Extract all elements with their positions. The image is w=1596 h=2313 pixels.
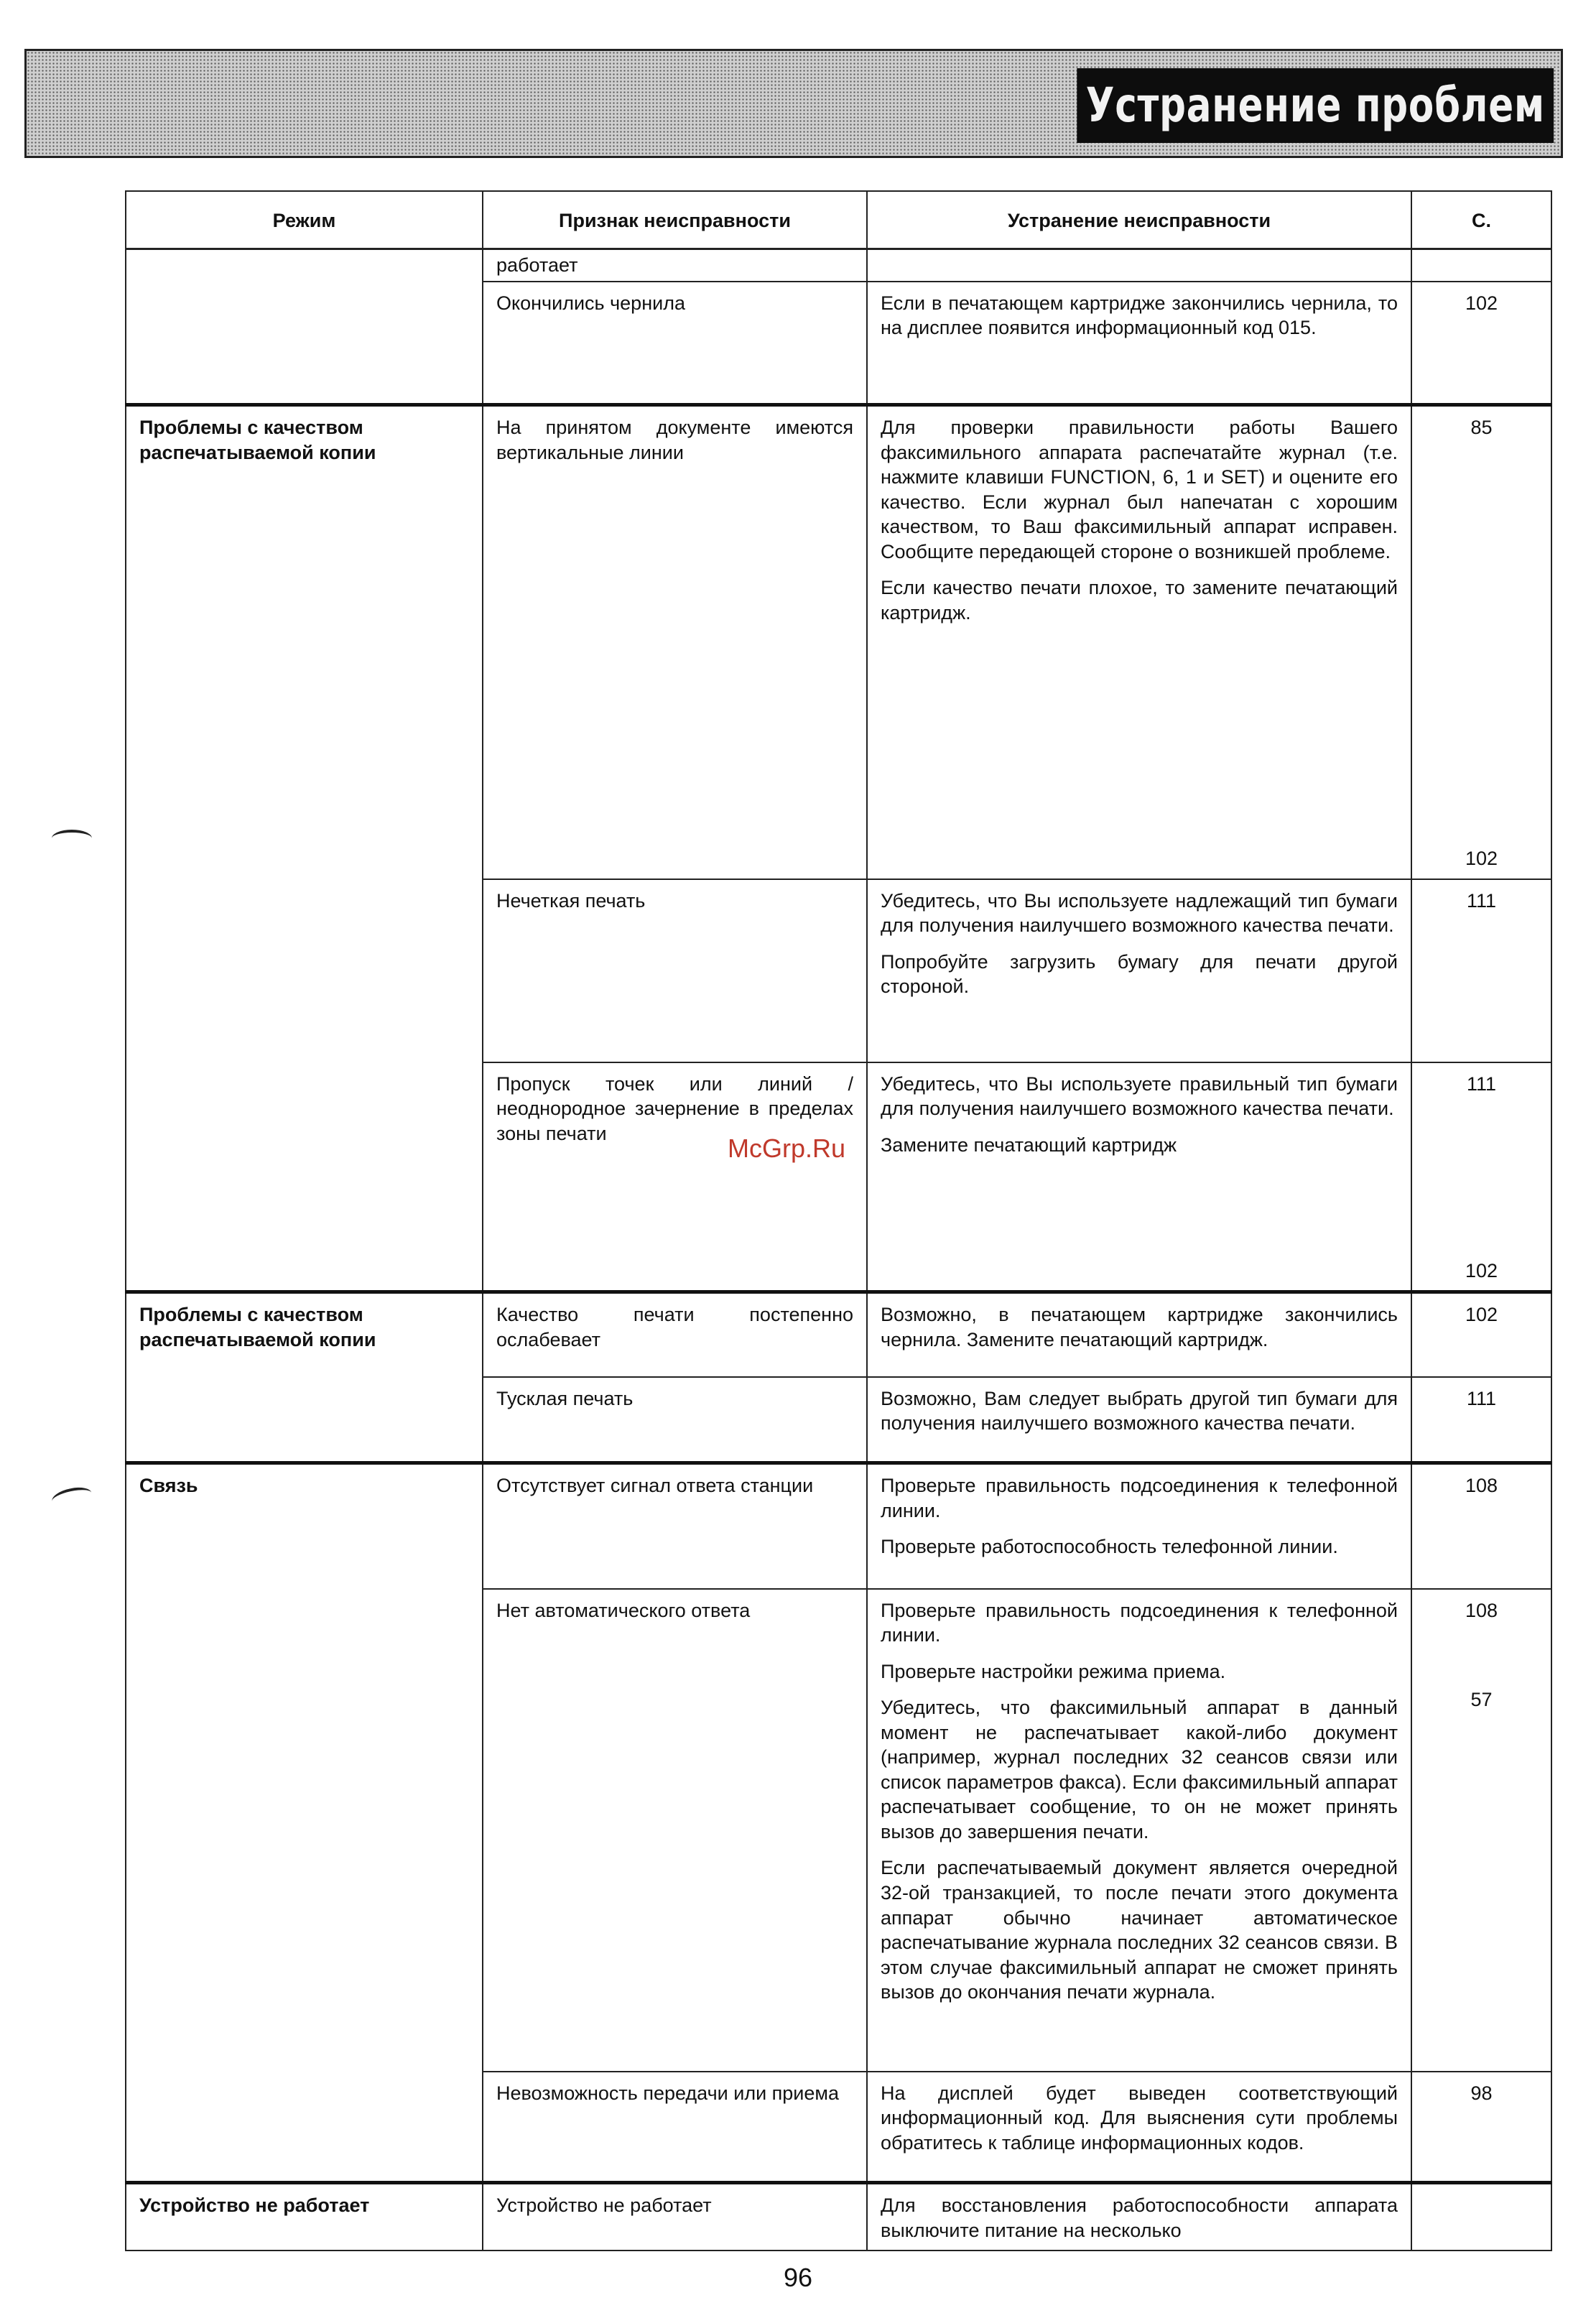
remedy-cell: Проверьте правильность подсоединения к телефонной линии. Проверьте работоспособность телефонной линии. xyxy=(867,1463,1411,1589)
watermark-text: McGrp.Ru xyxy=(728,1134,846,1163)
page-cell: 102 xyxy=(1411,1292,1551,1377)
page-cell xyxy=(1411,2183,1551,2251)
symptom-cell: Пропуск точек или линий / неоднородное зачернение в пределах зоны печати xyxy=(483,1062,867,1292)
remedy-cell: Возможно, Вам следует выбрать другой тип бумаги для получения наилучшего возможного качества печати. xyxy=(867,1377,1411,1463)
column-header-remedy: Устранение неисправности xyxy=(867,191,1411,249)
margin-mark xyxy=(50,1484,93,1509)
remedy-cell: На дисплей будет выведен соответствующий информационный код. Для выяснения сути проблемы обратитесь к таблице информационных кодов. xyxy=(867,2072,1411,2183)
symptom-cell: работает xyxy=(483,249,867,282)
remedy-cell: Если в печатающем картридже закончились чернила, то на дисплее появится информационный код 015. xyxy=(867,282,1411,405)
mode-cell xyxy=(126,249,483,405)
page-cell: 108 xyxy=(1411,1463,1551,1589)
header-banner xyxy=(24,49,1563,158)
symptom-cell: Нет автоматического ответа xyxy=(483,1589,867,2072)
symptom-cell: На принятом документе имеются вертикальные линии xyxy=(483,405,867,879)
mode-cell: Связь xyxy=(126,1463,483,2183)
remedy-cell: Убедитесь, что Вы используете надлежащий тип бумаги для получения наилучшего возможного качества печати. Попробуйте загрузить бумагу для печати другой стороной. xyxy=(867,879,1411,1062)
symptom-cell: Невозможность передачи или приема xyxy=(483,2072,867,2183)
mode-cell: Проблемы с качеством распечатываемой копии xyxy=(126,1292,483,1463)
symptom-cell: Тусклая печать xyxy=(483,1377,867,1463)
symptom-cell: Отсутствует сигнал ответа станции xyxy=(483,1463,867,1589)
table-row xyxy=(126,2183,1551,2251)
symptom-cell: Устройство не работает xyxy=(483,2183,867,2251)
page-cell: 111 xyxy=(1411,1377,1551,1463)
page-cell xyxy=(1411,249,1551,282)
page-cell: 98 xyxy=(1411,2072,1551,2183)
remedy-cell: Возможно, в печатающем картридже закончились чернила. Замените печатающий картридж. xyxy=(867,1292,1411,1377)
remedy-cell: Убедитесь, что Вы используете правильный тип бумаги для получения наилучшего возможного качества печати. Замените печатающий картридж xyxy=(867,1062,1411,1292)
page-cell: 85 102 xyxy=(1411,405,1551,879)
page-cell: 108 57 xyxy=(1411,1589,1551,2072)
page-ref-bottom: 102 xyxy=(1465,848,1498,869)
remedy-cell: Для восстановления работоспособности аппарата выключите питание на несколько xyxy=(867,2183,1411,2251)
remedy-cell: Проверьте правильность подсоединения к телефонной линии. Проверьте настройки режима приема. Убедитесь, что факсимильный аппарат в данный момент не распечатывает какой-либо документ (например, журнал последних 32 сеансов связи или список параметров факса). Если факсимильный аппарат распечатывает сообщение, то он не может принять вызов до завершения печати. Если распечатываемый документ является очередной 32-ой транзакцией, то после печати этого документа аппарат обычно начинает автоматическое распечатывание журнала последних 32 сеансов связи. В этом случае факсимильный аппарат не сможет принять вызов до окончания печати журнала. xyxy=(867,1589,1411,2072)
symptom-cell: Качество печати постепенно ослабевает xyxy=(483,1292,867,1377)
column-header-page: С. xyxy=(1411,191,1551,249)
symptom-cell: Нечеткая печать xyxy=(483,879,867,1062)
remedy-cell xyxy=(867,249,1411,282)
mode-cell: Проблемы с качеством распечатываемой копии xyxy=(126,405,483,1292)
table-header-row xyxy=(126,191,1551,249)
page-cell: 111 xyxy=(1411,879,1551,1062)
table-row xyxy=(126,1463,1551,1589)
troubleshooting-table xyxy=(125,190,1552,2251)
column-header-symptom: Признак неисправности xyxy=(483,191,867,249)
page-cell: 111 102 xyxy=(1411,1062,1551,1292)
table-row xyxy=(126,249,1551,282)
symptom-cell: Окончились чернила xyxy=(483,282,867,405)
page-cell: 102 xyxy=(1411,282,1551,405)
margin-mark xyxy=(52,830,92,847)
page-title: Устранение проблем xyxy=(1077,68,1554,143)
page-ref-bottom: 102 xyxy=(1465,1259,1498,1281)
table-row xyxy=(126,1292,1551,1377)
table-row xyxy=(126,405,1551,879)
column-header-mode: Режим xyxy=(126,191,483,249)
mode-cell: Устройство не работает xyxy=(126,2183,483,2251)
page-number: 96 xyxy=(783,2263,813,2292)
remedy-cell: Для проверки правильности работы Вашего факсимильного аппарата распечатайте журнал (т.е. нажмите клавиши FUNCTION, 6, 1 и SET) и оцените его качество. Если журнал был напечатан с хорошим качеством, то Ваш факсимильный аппарат исправен. Сообщите передающей стороне о возникшей проблеме. Если качество печати плохое, то замените печатающий картридж. xyxy=(867,405,1411,879)
